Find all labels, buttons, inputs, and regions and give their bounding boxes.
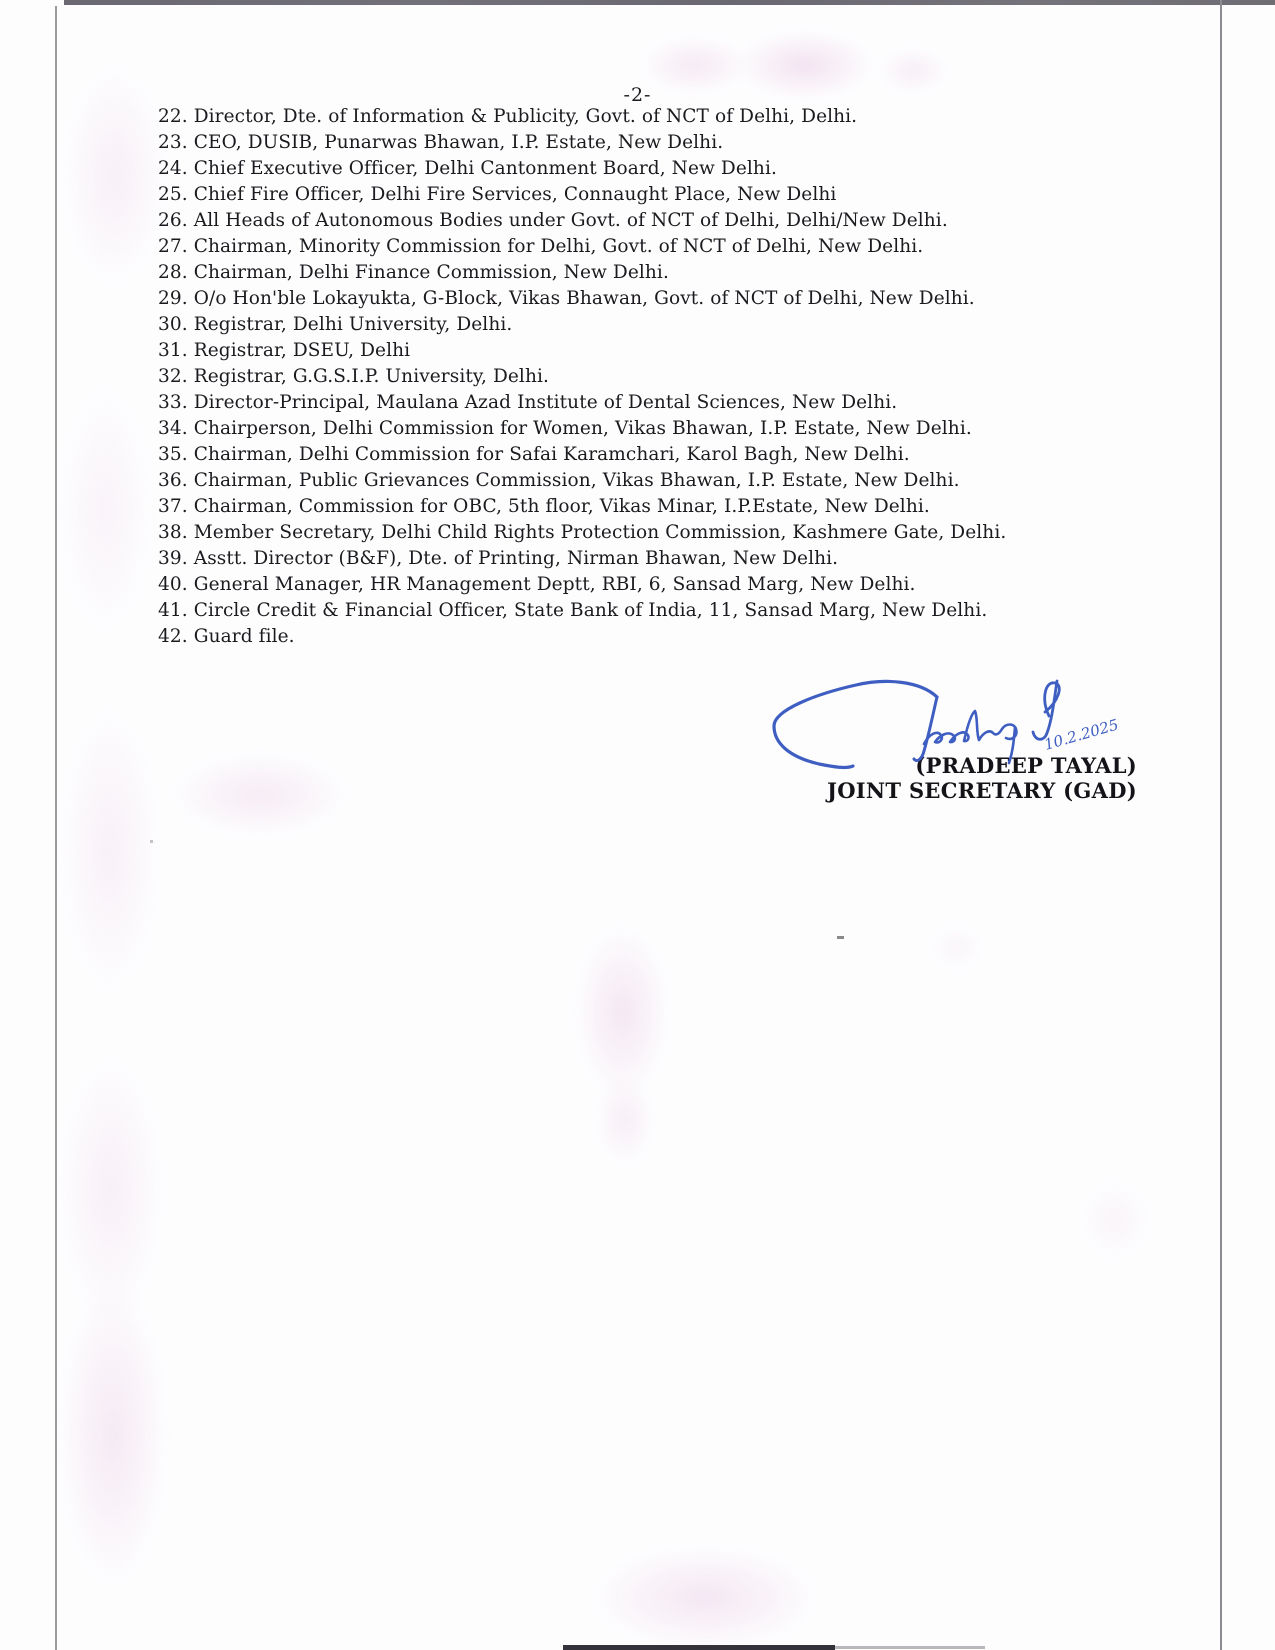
scan-line-right	[1220, 0, 1222, 1650]
signature-printed-title: JOINT SECRETARY (GAD)	[826, 778, 1137, 803]
list-item-text: Director, Dte. of Information & Publicity, Govt. of NCT of Delhi, Delhi.	[193, 106, 858, 127]
pink-stain	[1080, 1180, 1150, 1260]
list-item-text: Chief Executive Officer, Delhi Cantonment Board, New Delhi.	[193, 158, 777, 179]
list-item-number: 33.	[158, 392, 188, 413]
list-item-text: All Heads of Autonomous Bodies under Govt. of NCT of Delhi, Delhi/New Delhi.	[193, 210, 948, 231]
pink-stain	[60, 700, 160, 1000]
list-item	[158, 468, 1198, 494]
list-item-text: Director-Principal, Maulana Azad Institute of Dental Sciences, New Delhi.	[193, 392, 898, 413]
list-item-number: 30.	[158, 314, 188, 335]
list-item-number: 38.	[158, 522, 188, 543]
list-item-number: 40.	[158, 574, 188, 595]
list-item-text: CEO, DUSIB, Punarwas Bhawan, I.P. Estate, New Delhi.	[193, 132, 724, 153]
list-item-number: 36.	[158, 470, 188, 491]
list-item-number: 28.	[158, 262, 188, 283]
list-item-text: Asstt. Director (B&F), Dte. of Printing, Nirman Bhawan, New Delhi.	[193, 548, 839, 569]
list-item	[158, 364, 1198, 390]
list-item	[158, 130, 1198, 156]
list-item-number: 31.	[158, 340, 188, 361]
scan-edge-bottom-faint	[835, 1646, 985, 1649]
list-item-text: General Manager, HR Management Deptt, RBI, 6, Sansad Marg, New Delhi.	[193, 574, 916, 595]
list-item-text: Chairman, Minority Commission for Delhi, Govt. of NCT of Delhi, New Delhi.	[193, 236, 924, 257]
list-item-number: 37.	[158, 496, 188, 517]
list-item-number: 24.	[158, 158, 188, 179]
list-item-number: 41.	[158, 600, 188, 621]
list-item	[158, 260, 1198, 286]
list-item-text: Registrar, Delhi University, Delhi.	[193, 314, 513, 335]
list-item	[158, 598, 1198, 624]
scan-speck	[150, 840, 153, 843]
list-item-text: Chairperson, Delhi Commission for Women, Vikas Bhawan, I.P. Estate, New Delhi.	[193, 418, 972, 439]
list-item-text: Chairman, Delhi Commission for Safai Karamchari, Karol Bagh, New Delhi.	[193, 444, 910, 465]
list-item	[158, 156, 1198, 182]
pink-stain	[575, 925, 670, 1100]
list-item-text: Registrar, G.G.S.I.P. University, Delhi.	[193, 366, 549, 387]
list-item	[158, 338, 1198, 364]
list-item	[158, 208, 1198, 234]
list-item-text: Chief Fire Officer, Delhi Fire Services, Connaught Place, New Delhi	[193, 184, 837, 205]
list-item	[158, 520, 1198, 546]
pink-stain	[595, 1075, 655, 1165]
list-item-number: 23.	[158, 132, 188, 153]
pink-stain	[58, 1050, 163, 1330]
list-item	[158, 182, 1198, 208]
list-item	[158, 624, 1198, 650]
list-item	[158, 442, 1198, 468]
scan-line-left	[55, 6, 57, 1650]
signature-end-flourish	[1045, 683, 1060, 716]
list-item-text: Registrar, DSEU, Delhi	[193, 340, 411, 361]
pink-stain	[58, 380, 153, 640]
pink-stain	[590, 1545, 820, 1650]
signature-block	[827, 753, 1137, 803]
list-item	[158, 494, 1198, 520]
list-item-number: 34.	[158, 418, 188, 439]
list-item	[158, 390, 1198, 416]
list-item-number: 27.	[158, 236, 188, 257]
list-item-number: 42.	[158, 626, 188, 647]
pink-stain	[930, 925, 985, 970]
list-item	[158, 312, 1198, 338]
list-item-number: 26.	[158, 210, 188, 231]
list-item-text: O/o Hon'ble Lokayukta, G-Block, Vikas Bhawan, Govt. of NCT of Delhi, New Delhi.	[193, 288, 975, 309]
list-item	[158, 234, 1198, 260]
list-item	[158, 286, 1198, 312]
list-item-text: Guard file.	[193, 626, 295, 647]
scan-speck	[837, 936, 844, 939]
signature-printed-name: (PRADEEP TAYAL)	[915, 753, 1137, 778]
list-item	[158, 572, 1198, 598]
list-item-text: Chairman, Commission for OBC, 5th floor, Vikas Minar, I.P.Estate, New Delhi.	[193, 496, 930, 517]
list-item-number: 29.	[158, 288, 188, 309]
list-item	[158, 416, 1198, 442]
distribution-list	[158, 104, 1198, 650]
scan-edge-bottom	[563, 1645, 835, 1650]
list-item-number: 25.	[158, 184, 188, 205]
list-item	[158, 104, 1198, 130]
signature-handwritten-date: 10.2.2025	[1042, 715, 1121, 754]
pink-stain	[58, 1280, 168, 1590]
signature-end-stem	[1033, 681, 1057, 739]
list-item-text: Chairman, Delhi Finance Commission, New Delhi.	[193, 262, 669, 283]
list-item-number: 32.	[158, 366, 188, 387]
list-item-number: 22.	[158, 106, 188, 127]
list-item-number: 39.	[158, 548, 188, 569]
signature-initial-stroke	[914, 697, 937, 761]
pink-stain	[170, 752, 350, 837]
list-item	[158, 546, 1198, 572]
list-item-number: 35.	[158, 444, 188, 465]
list-item-text: Circle Credit & Financial Officer, State Bank of India, 11, Sansad Marg, New Delhi.	[193, 600, 988, 621]
signature-name-scribble	[924, 711, 1016, 744]
scan-edge-top	[64, 0, 1275, 5]
list-item-text: Chairman, Public Grievances Commission, Vikas Bhawan, I.P. Estate, New Delhi.	[193, 470, 960, 491]
list-item-text: Member Secretary, Delhi Child Rights Protection Commission, Kashmere Gate, Delhi.	[193, 522, 1007, 543]
page-number: -2-	[623, 84, 652, 106]
